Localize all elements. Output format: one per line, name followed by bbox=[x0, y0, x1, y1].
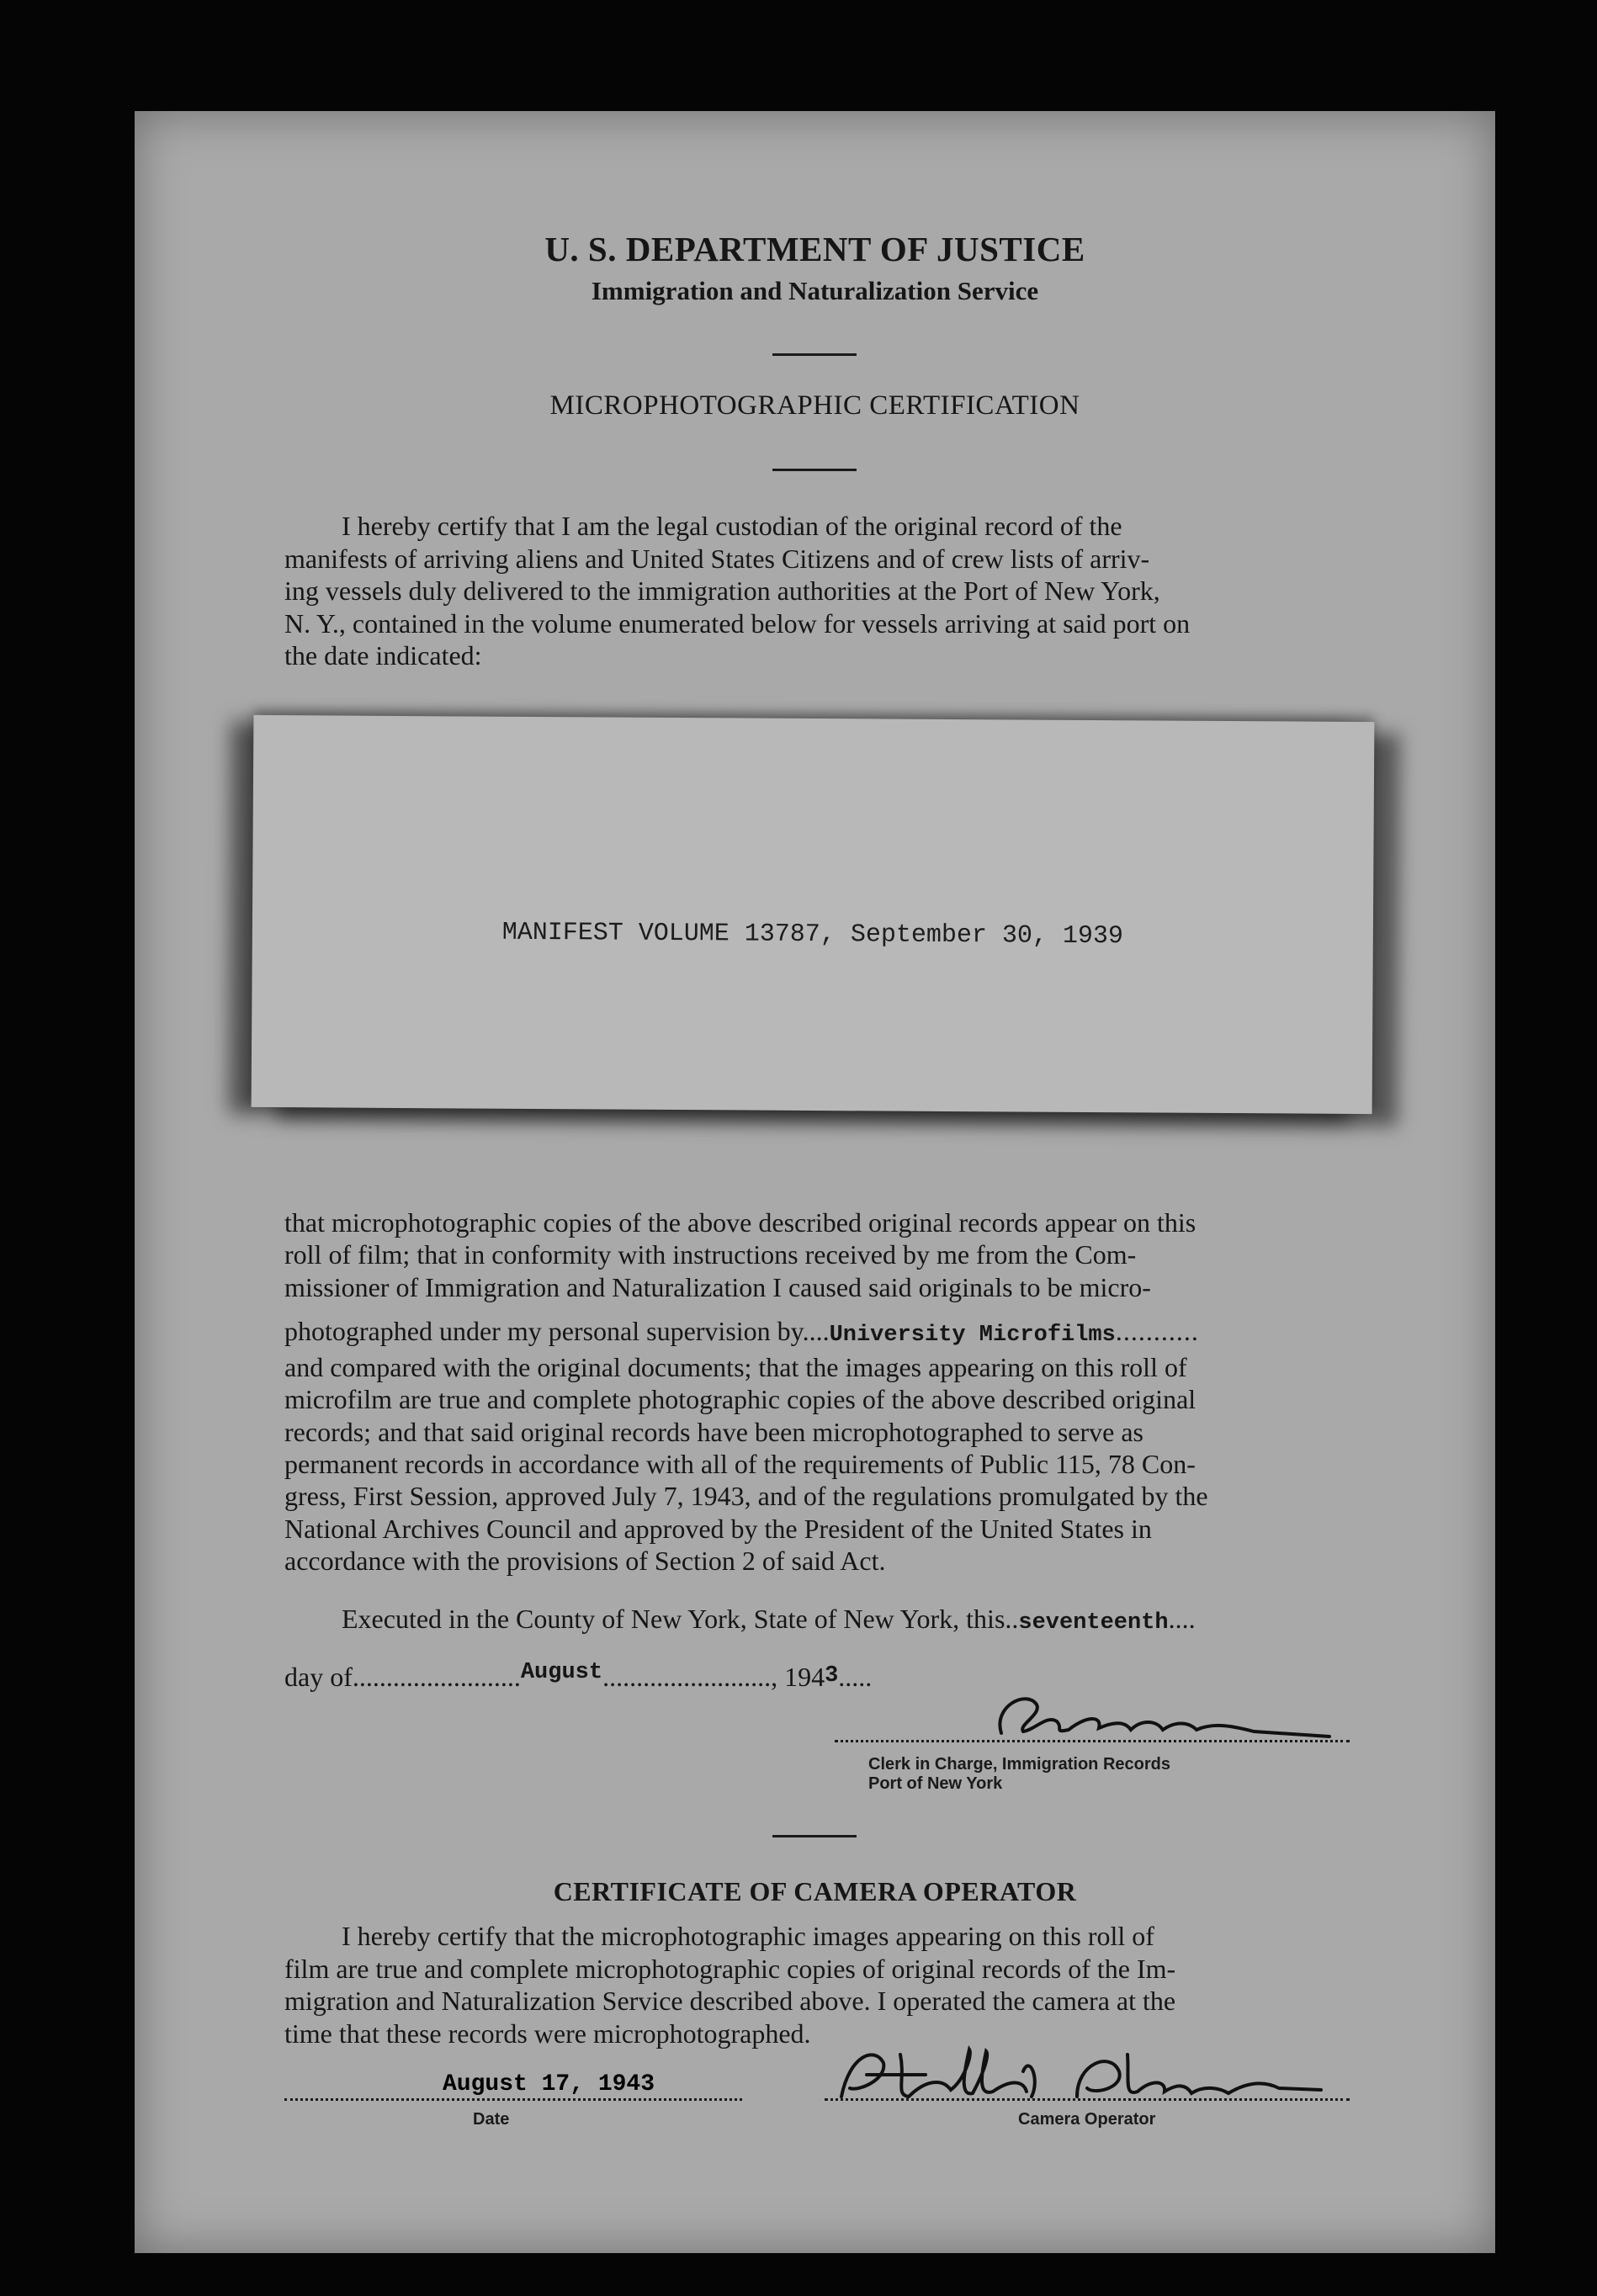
clerk-signature-line bbox=[835, 1740, 1350, 1742]
date-value: August 17, 1943 bbox=[443, 2071, 655, 2097]
service-subheading: Immigration and Naturalization Service bbox=[591, 276, 1039, 305]
operator-line: time that these records were microphotographed. bbox=[284, 2018, 811, 2049]
divider bbox=[772, 353, 857, 356]
operator-signature-line bbox=[825, 2098, 1350, 2101]
supervisor-name: University Microfilms bbox=[829, 1322, 1116, 1348]
date-label: Date bbox=[473, 2110, 510, 2129]
body-line: accordance with the provisions of Section 2 of said Act. bbox=[284, 1545, 886, 1576]
day-of-line bbox=[284, 1662, 872, 1694]
executed-day: seventeenth bbox=[1018, 1610, 1169, 1636]
body-line: gress, First Session, approved July 7, 1943, and of the regulations promulgated by the bbox=[284, 1481, 1208, 1512]
clerk-port: Port of New York bbox=[868, 1774, 1003, 1793]
supervision-prefix: photographed under my personal supervision by.... bbox=[284, 1315, 830, 1346]
executed-line bbox=[342, 1604, 1196, 1636]
executed-day-suffix: .... bbox=[1168, 1604, 1196, 1634]
manifest-volume-card bbox=[252, 715, 1375, 1114]
intro-line: manifests of arriving aliens and United States Citizens and of crew lists of arriv- bbox=[284, 543, 1150, 574]
body-line: records; and that said original records have been microphotographed to serve as bbox=[284, 1416, 1143, 1447]
body-line: and compared with the original documents; that the images appearing on this roll of bbox=[284, 1352, 1187, 1383]
operator-line: migration and Naturalization Service described above. I operated the camera at the bbox=[284, 1986, 1176, 2016]
certificate-page bbox=[135, 111, 1495, 2253]
body-line: missioner of Immigration and Naturalization I caused said originals to be micro- bbox=[284, 1271, 1151, 1302]
divider bbox=[772, 1835, 857, 1837]
executed-year-digit: 3 bbox=[825, 1663, 839, 1689]
certification-title: MICROPHOTOGRAPHIC CERTIFICATION bbox=[549, 390, 1080, 421]
clerk-title: Clerk in Charge, Immigration Records bbox=[868, 1755, 1170, 1774]
body-line: National Archives Council and approved by the President of the United States in bbox=[284, 1513, 1152, 1544]
supervision-suffix: ........... bbox=[1115, 1315, 1199, 1346]
intro-paragraph bbox=[284, 510, 1350, 672]
body-line: that microphotographic copies of the above described original records appear on this bbox=[284, 1207, 1196, 1238]
body-line: permanent records in accordance with all of the requirements of Public 115, 78 Con- bbox=[284, 1449, 1196, 1480]
operator-line: film are true and complete microphotographic copies of original records of the Im- bbox=[284, 1953, 1176, 1984]
body-paragraph bbox=[284, 1206, 1350, 1577]
executed-prefix: Executed in the County of New York, State of New York, this.. bbox=[342, 1604, 1019, 1634]
divider bbox=[772, 469, 857, 471]
month-suffix: ........................., 194 bbox=[602, 1662, 825, 1692]
camera-operator-paragraph bbox=[284, 1920, 1350, 2049]
year-suffix: ..... bbox=[838, 1662, 873, 1692]
operator-line: I hereby certify that the microphotographic images appearing on this roll of bbox=[342, 1921, 1154, 1951]
supervision-line bbox=[284, 1315, 1350, 1351]
camera-operator-title: CERTIFICATE OF CAMERA OPERATOR bbox=[553, 1876, 1077, 1906]
body-line: microfilm are true and complete photographic copies of the above described original bbox=[284, 1384, 1196, 1415]
manifest-volume-text: MANIFEST VOLUME 13787, September 30, 1939 bbox=[501, 918, 1124, 952]
intro-line: ing vessels duly delivered to the immigration authorities at the Port of New York, bbox=[284, 575, 1160, 606]
day-of-prefix: day of......................... bbox=[284, 1662, 521, 1692]
clerk-signature bbox=[976, 1681, 1346, 1748]
camera-operator-signature bbox=[825, 2038, 1329, 2113]
executed-month: August bbox=[520, 1660, 603, 1685]
department-heading: U. S. DEPARTMENT OF JUSTICE bbox=[544, 230, 1085, 268]
intro-line: N. Y., contained in the volume enumerated below for vessels arriving at said port on bbox=[284, 607, 1191, 639]
intro-line: the date indicated: bbox=[284, 640, 482, 671]
intro-line: I hereby certify that I am the legal custodian of the original record of the bbox=[342, 511, 1122, 541]
date-line bbox=[284, 2098, 742, 2101]
camera-operator-label: Camera Operator bbox=[1018, 2110, 1156, 2129]
body-line: roll of film; that in conformity with instructions received by me from the Com- bbox=[284, 1239, 1137, 1270]
